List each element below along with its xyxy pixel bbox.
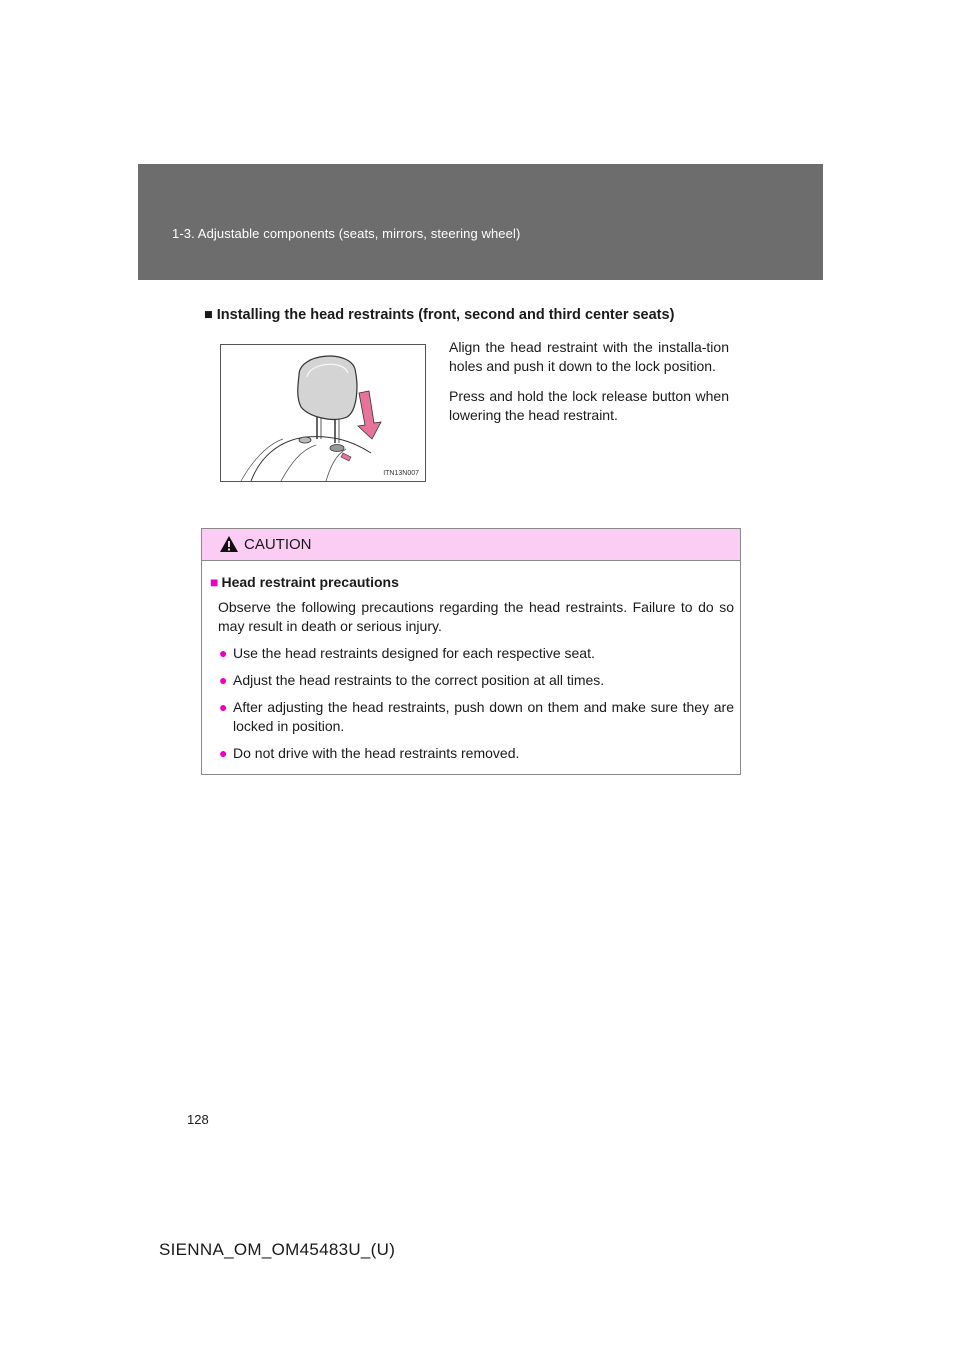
section-heading-text: Installing the head restraints (front, second and third center seats) — [216, 307, 675, 323]
caution-item-text: Use the head restraints designed for each respective seat. — [233, 645, 595, 661]
caution-label: CAUTION — [244, 536, 312, 553]
bullet-dot-icon: ● — [219, 645, 228, 661]
caution-header — [202, 529, 740, 561]
footer-doc-code: SIENNA_OM_OM45483U_(U) — [159, 1240, 396, 1259]
head-restraint-drawing — [221, 345, 426, 482]
description-paragraph-2: Press and hold the lock release button when lowering the head restraint. — [449, 388, 729, 423]
bullet-dot-icon: ● — [219, 699, 228, 715]
section-title: 1-3. Adjustable components (seats, mirrors, steering wheel) — [172, 226, 521, 241]
description — [449, 338, 729, 436]
header-band — [138, 164, 823, 280]
section-heading — [204, 307, 674, 323]
caution-body — [202, 561, 740, 763]
figure-code: ITN13N007 — [383, 470, 419, 477]
bullet-dot-icon: ● — [219, 745, 228, 761]
caution-intro: Observe the following precautions regarding the head restraints. Failure to do so may result in death or serious injury. — [218, 599, 734, 634]
caution-subheading-text: Head restraint precautions — [221, 574, 399, 590]
caution-item-text: Adjust the head restraints to the correct position at all times. — [233, 672, 605, 688]
head-restraint-illustration — [220, 344, 426, 482]
heading-square-icon: ■ — [204, 307, 213, 323]
caution-item — [210, 644, 734, 663]
warning-triangle-icon — [219, 535, 239, 553]
caution-box — [201, 528, 741, 775]
subheading-square-icon: ■ — [210, 574, 219, 590]
caution-item-text: Do not drive with the head restraints removed. — [233, 745, 520, 761]
caution-item — [210, 744, 734, 763]
page-number: 128 — [187, 1112, 209, 1127]
bullet-dot-icon: ● — [219, 672, 228, 688]
description-paragraph-1: Align the head restraint with the installa-tion holes and push it down to the lock position. — [449, 339, 729, 374]
caution-item — [210, 698, 734, 736]
caution-item — [210, 671, 734, 690]
caution-item-text: After adjusting the head restraints, push down on them and make sure they are locked in position. — [233, 699, 734, 734]
caution-subheading — [210, 573, 734, 592]
